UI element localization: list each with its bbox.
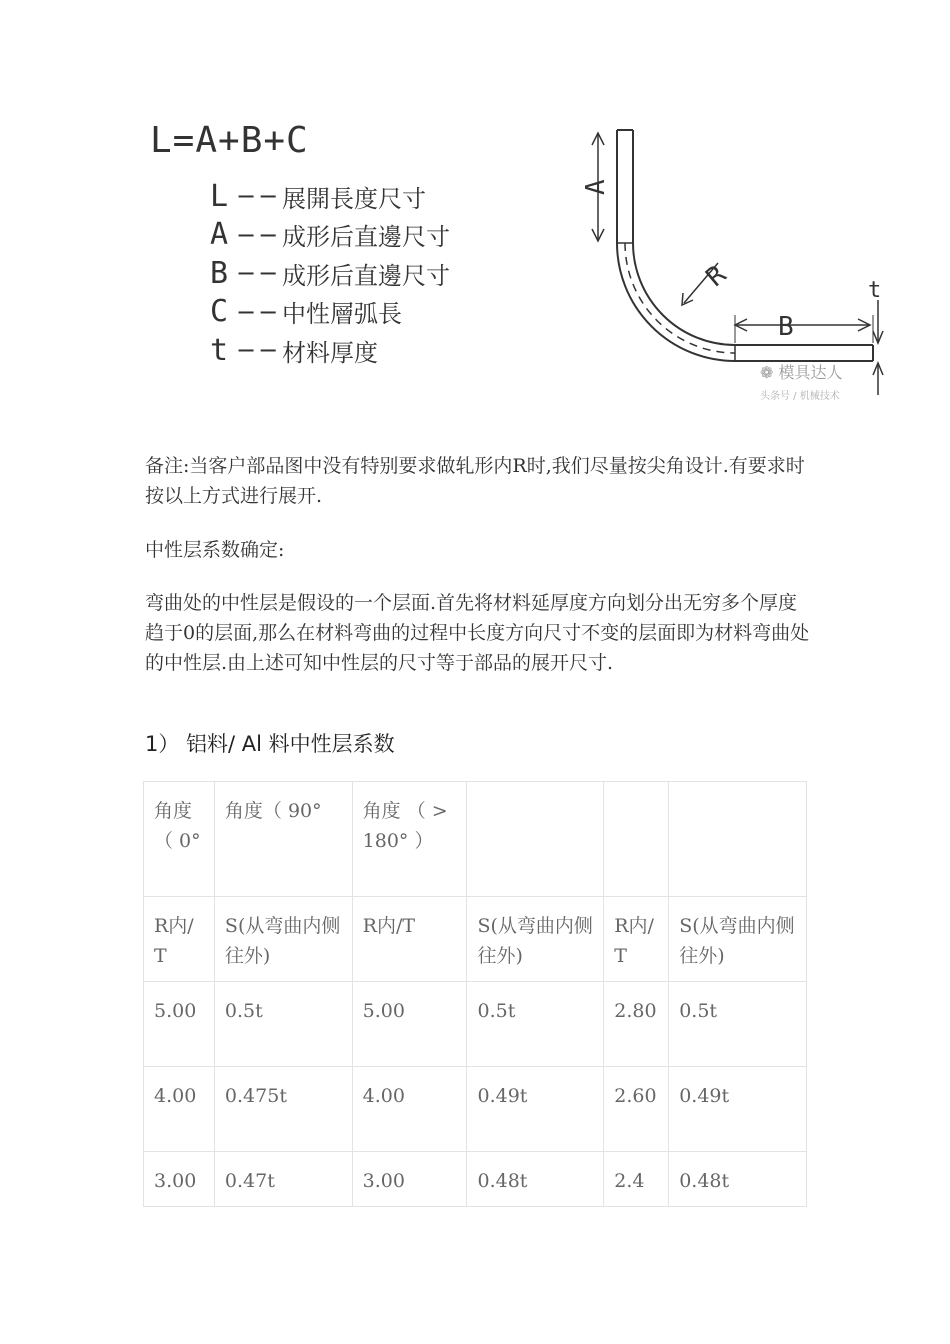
legend-item <box>210 216 450 255</box>
dim-label-t: t <box>868 278 882 303</box>
legend-desc: 成形后直邊尺寸 <box>282 261 450 290</box>
table-cell: 3.00 <box>144 1152 215 1207</box>
table-cell <box>669 782 807 897</box>
table-cell: 2.60 <box>604 1067 669 1152</box>
watermark-logo-icon: ❁ <box>760 363 779 382</box>
neutral-layer-arc <box>625 243 735 353</box>
legend-desc: 成形后直邊尺寸 <box>282 223 450 252</box>
dim-label-r: R <box>700 259 732 293</box>
legend-desc: 材料厚度 <box>282 338 378 367</box>
table-cell: R内/T <box>352 897 467 982</box>
table-cell: 0.5t <box>669 982 807 1067</box>
legend-item <box>210 177 450 216</box>
section-heading: 1） 铝料/ Al 料中性层系数 <box>145 732 395 756</box>
legend-dash: −− <box>236 259 281 288</box>
table-cell: 0.48t <box>669 1152 807 1207</box>
table-cell <box>467 782 604 897</box>
table-cell: 4.00 <box>352 1067 467 1152</box>
table-cell: 0.47t <box>214 1152 352 1207</box>
table-cell <box>604 782 669 897</box>
neutral-layer-table <box>143 781 807 1207</box>
dim-label-b: B <box>778 312 794 342</box>
legend-desc: 展開長度尺寸 <box>282 184 426 213</box>
legend-symbol: L <box>210 178 229 214</box>
legend-dash: −− <box>236 297 281 326</box>
length-formula: L=A+B+C <box>150 120 309 161</box>
table-cell: 4.00 <box>144 1067 215 1152</box>
table-cell: 0.49t <box>669 1067 807 1152</box>
legend-item <box>210 254 450 293</box>
legend-dash: −− <box>236 220 281 249</box>
table-cell: 0.5t <box>214 982 352 1067</box>
dim-label-a: A <box>581 179 611 195</box>
legend-symbol: B <box>210 255 229 291</box>
watermark <box>760 360 843 402</box>
table-cell: 角度 （ 0° <box>144 782 215 897</box>
watermark-subtext: 头条号 / 机械技术 <box>760 391 840 402</box>
bend-arc-inner <box>633 243 735 345</box>
table-subheader-row <box>144 897 807 982</box>
legend-item <box>210 331 450 370</box>
table-row <box>144 1067 807 1152</box>
table-cell: R内/T <box>144 897 215 982</box>
table-cell: 角度（ 90° <box>214 782 352 897</box>
table-cell: 0.5t <box>467 982 604 1067</box>
bend-figure <box>145 115 905 415</box>
symbol-legend <box>210 177 450 370</box>
legend-symbol: C <box>210 294 229 330</box>
legend-dash: −− <box>236 182 281 211</box>
remark-paragraph: 备注:当客户部品图中没有特别要求做轧形内R时,我们尽量按尖角设计.有要求时按以上方式进行展开. <box>145 455 805 507</box>
table-cell: 0.49t <box>467 1067 604 1152</box>
table-cell: S(从弯曲内侧往外) <box>214 897 352 982</box>
explanation-paragraph: 弯曲处的中性层是假设的一个层面.首先将材料延厚度方向划分出无穷多个厚度趋于0的层面,那么在材料弯曲的过程中长度方向尺寸不变的层面即为材料弯曲处的中性层.由上述可知中性层的尺寸等于部品的展开尺寸. <box>145 592 810 674</box>
table-cell: S(从弯曲内侧往外) <box>669 897 807 982</box>
table-cell: 0.48t <box>467 1152 604 1207</box>
table-cell: 角度 （ >180° ） <box>352 782 467 897</box>
table-row <box>144 982 807 1067</box>
bent-sheet-drawing <box>580 115 905 405</box>
table-cell: 5.00 <box>352 982 467 1067</box>
table-cell: R内/T <box>604 897 669 982</box>
legend-dash: −− <box>236 336 281 365</box>
legend-item <box>210 293 450 332</box>
legend-desc: 中性層弧長 <box>282 300 402 329</box>
subtitle-paragraph: 中性层系数确定: <box>145 539 285 561</box>
legend-symbol: A <box>210 217 229 253</box>
table-cell: 0.475t <box>214 1067 352 1152</box>
table-cell: 2.80 <box>604 982 669 1067</box>
table-row <box>144 1152 807 1207</box>
table-cell: 5.00 <box>144 982 215 1067</box>
legend-symbol: t <box>210 332 229 368</box>
table-cell: 3.00 <box>352 1152 467 1207</box>
table-cell: 2.4 <box>604 1152 669 1207</box>
table-cell: S(从弯曲内侧往外) <box>467 897 604 982</box>
watermark-text: 模具达人 <box>778 363 843 382</box>
table-header-row <box>144 782 807 897</box>
